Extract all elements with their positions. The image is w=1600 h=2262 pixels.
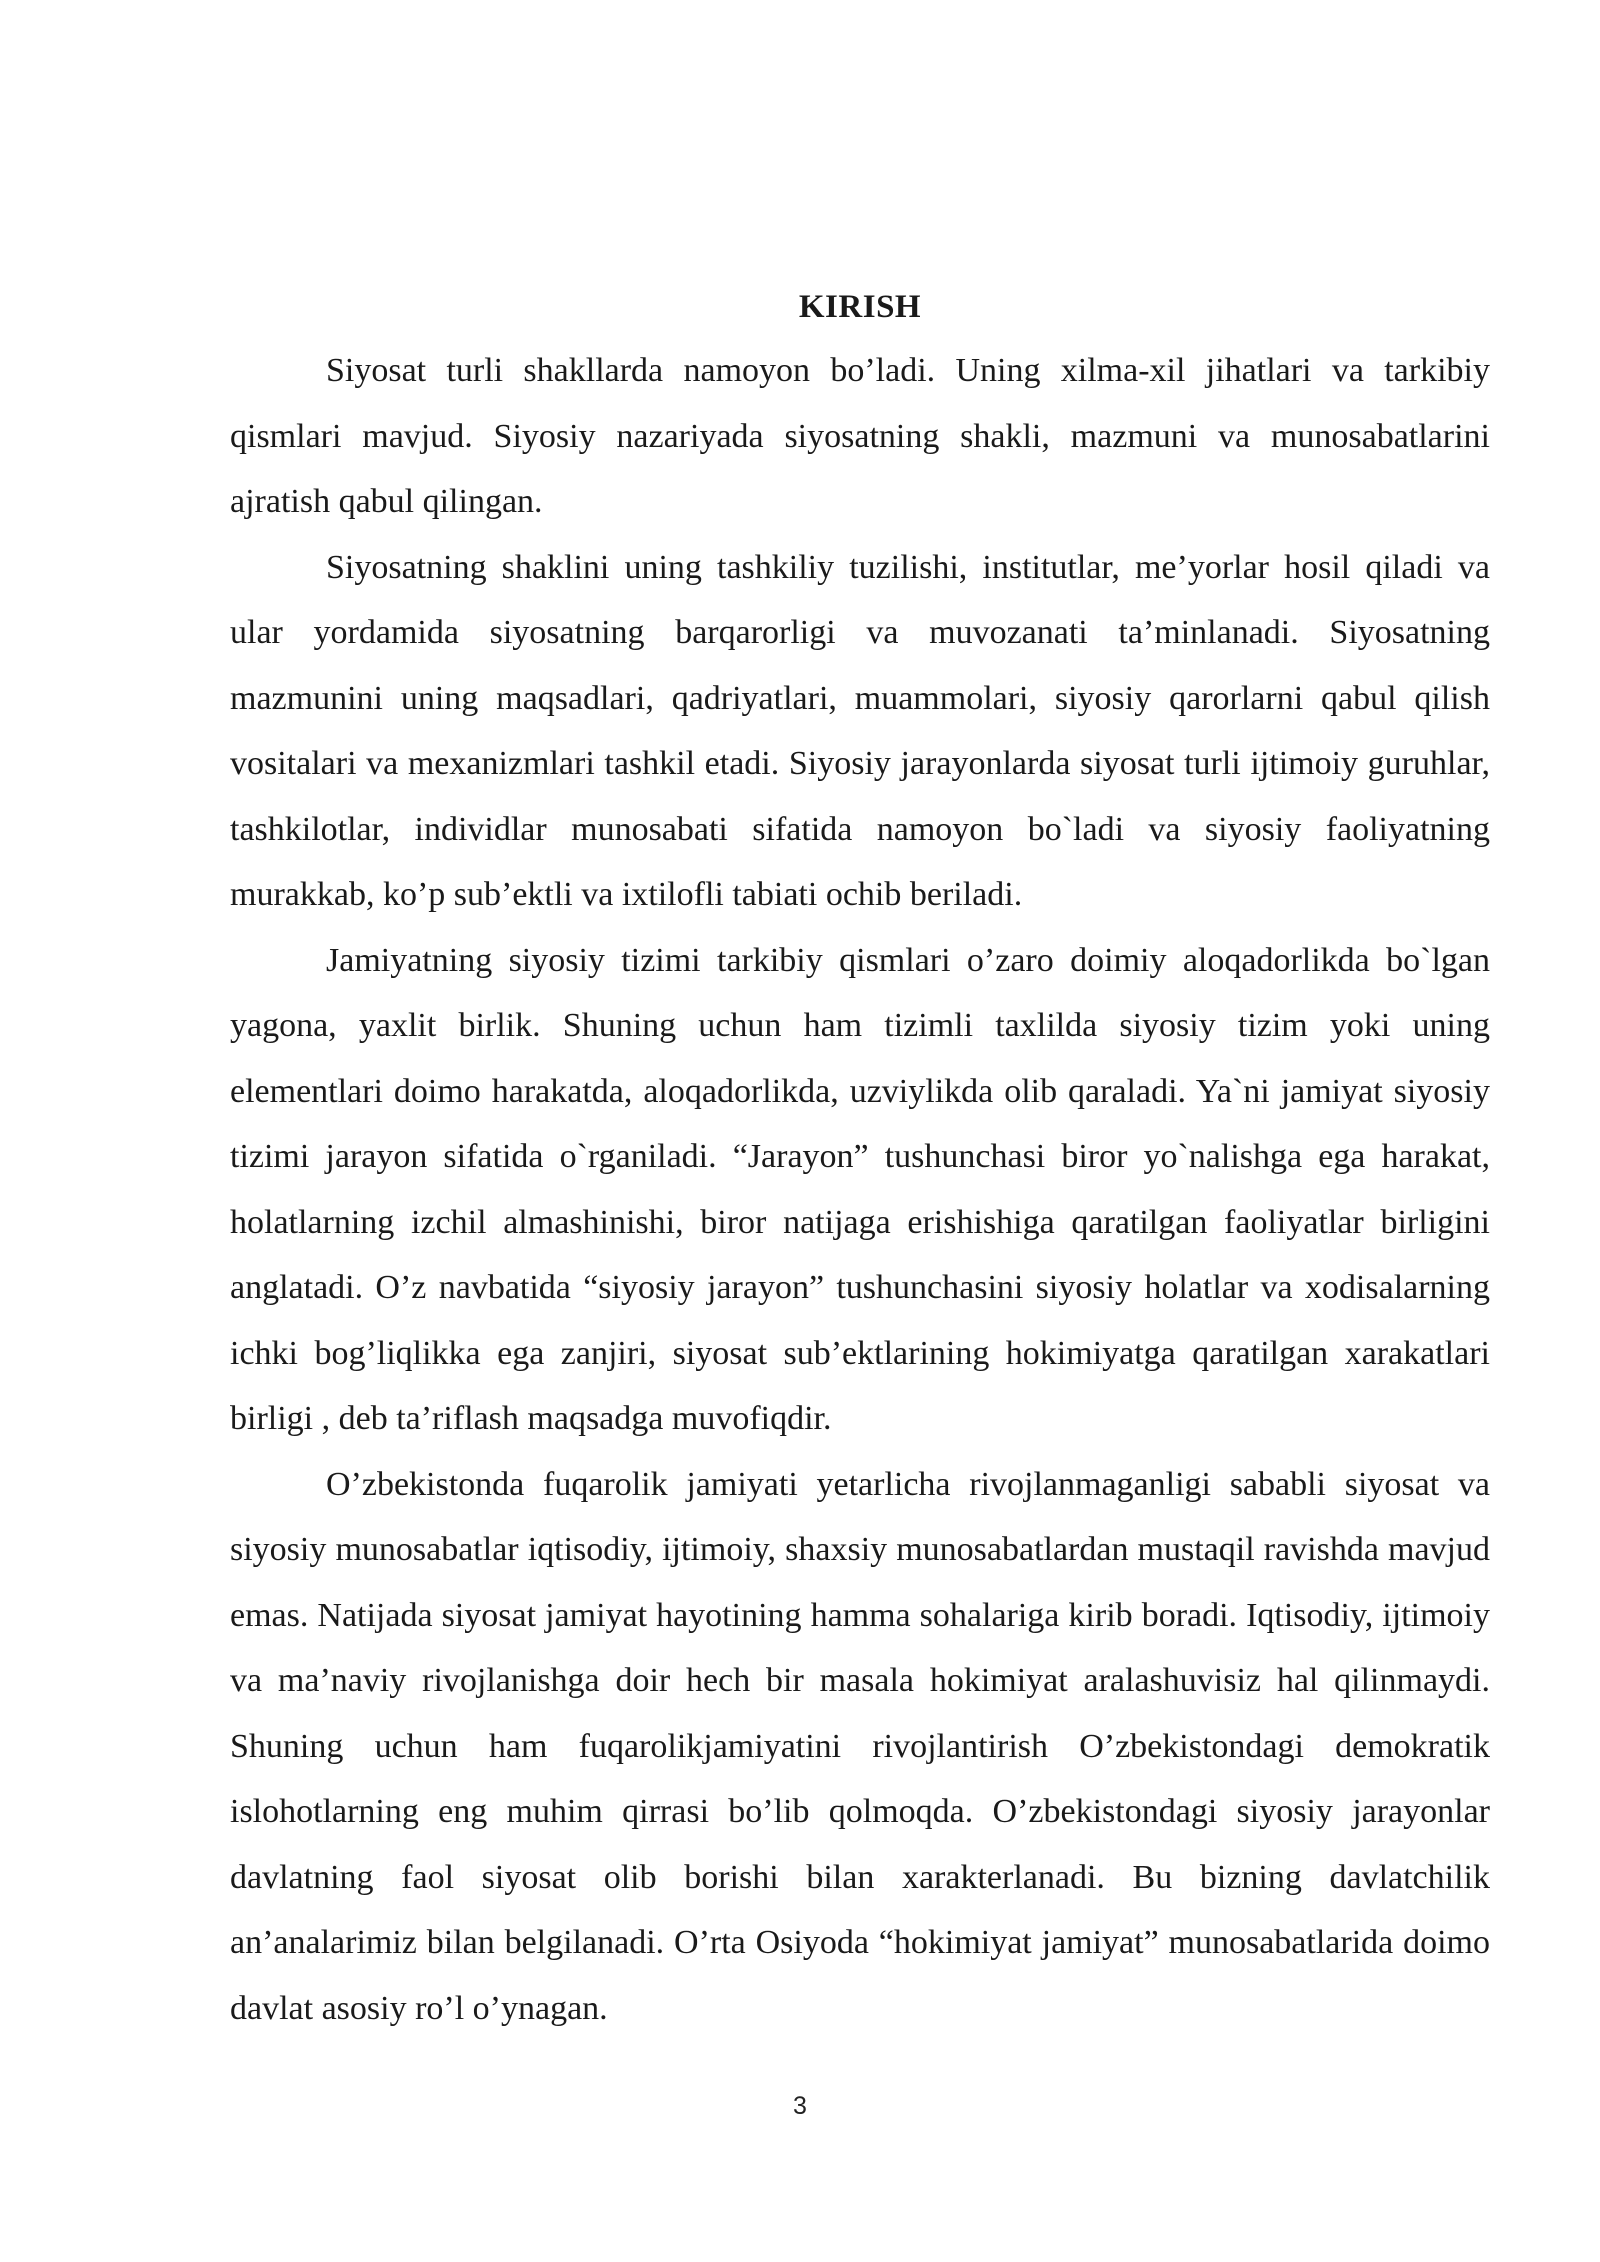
page-content [230,282,1490,2041]
paragraph: Jamiyatning siyosiy tizimi tarkibiy qismlari o’zaro doimiy aloqadorlikda bo`lgan yagona, yaxlit birlik. Shuning uchun ham tizimli taxlilda siyosiy tizim yoki uning elementlari doimo harakatda, aloqadorlikda, uzviylikda olib qaraladi. Ya`ni jamiyat siyosiy tizimi jarayon sifatida o`rganiladi. “Jarayon” tushunchasi biror yo`nalishga ega harakat, holatlarning izchil almashinishi, biror natijaga erishishiga qaratilgan faoliyatlar birligini anglatadi. O’z navbatida “siyosiy jarayon” tushunchasini siyosiy holatlar va xodisalarning ichki bog’liqlikka ega zanjiri, siyosat sub’ektlarining hokimiyatga qaratilgan xarakatlari birligi , deb ta’riflash maqsadga muvofiqdir. [230,941,1490,1437]
page-number: 3 [793,2092,807,2120]
paragraph: Siyosat turli shakllarda namoyon bo’ladi. Uning xilma-xil jihatlari va tarkibiy qismlari mavjud. Siyosiy nazariyada siyosatning shakli, mazmuni va munosabatlarini ajratish qabul qilingan. [230,352,1490,520]
paragraph: O’zbekistonda fuqarolik jamiyati yetarlicha rivojlanmaganligi sababli siyosat va siyosiy munosabatlar iqtisodiy, ijtimoiy, shaxsiy munosabatlardan mustaqil ravishda mavjud emas. Natijada siyosat jamiyat hayotining hamma sohalariga kirib boradi. Iqtisodiy, ijtimoiy va ma’naviy rivojlanishga doir hech bir masala hokimiyat aralashuvisiz hal qilinmaydi. Shuning uchun ham fuqarolikjamiyatini rivojlantirish O’zbekistondagi demokratik islohotlarning eng muhim qirrasi bo’lib qolmoqda. O’zbekistondagi siyosiy jarayonlar davlatning faol siyosat olib borishi bilan xarakterlanadi. Bu bizning davlatchilik an’analarimiz bilan belgilanadi. O’rta Osiyoda “hokimiyat jamiyat” munosabatlarida doimo davlat asosiy ro’l o’ynagan. [230,1465,1490,2027]
section-title: KIRISH [798,289,922,325]
paragraph: Siyosatning shaklini uning tashkiliy tuzilishi, institutlar, me’yorlar hosil qiladi va ular yordamida siyosatning barqarorligi va muvozanati ta’minlanadi. Siyosatning mazmunini uning maqsadlari, qadriyatlari, muammolari, siyosiy qarorlarni qabul qilish vositalari va mexanizmlari tashkil etadi. Siyosiy jarayonlarda siyosat turli ijtimoiy guruhlar, tashkilotlar, individlar munosabati sifatida namoyon bo`ladi va siyosiy faoliyatning murakkab, ko’p sub’ektli va ixtilofli tabiati ochib beriladi. [230,548,1490,913]
